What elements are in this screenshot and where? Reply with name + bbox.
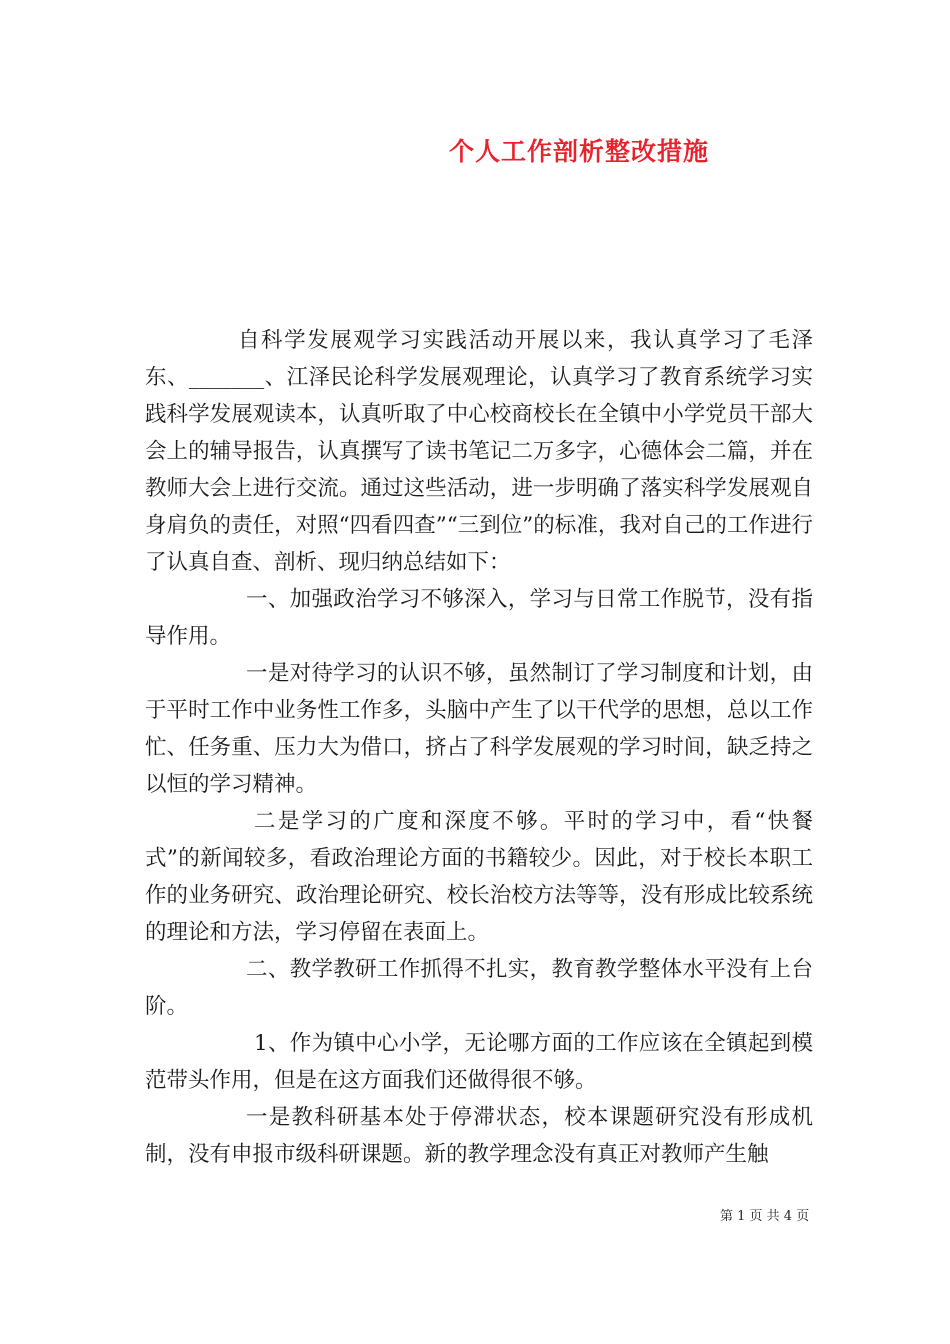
document-title: 个人工作剖析整改措施 — [449, 137, 710, 166]
paragraph-section-1-heading: 一、加强政治学习不够深入，学习与日常工作脱节，没有指导作用。 — [145, 587, 813, 649]
paragraph-subsection-1: 1、作为镇中心小学，无论哪方面的工作应该在全镇起到模范带头作用，但是在这方面我们还做得很不够。 — [145, 1031, 813, 1093]
paragraph-section-2-heading: 二、教学教研工作抓得不扎实，教育教学整体水平没有上台阶。 — [145, 957, 813, 1019]
document-body — [145, 322, 813, 1173]
paragraph-intro: 自科学发展观学习实践活动开展以来，我认真学习了毛泽东、_______、江泽民论科学发展观理论，认真学习了教育系统学习实践科学发展观读本，认真听取了中心校商校长在全镇中小学党员干部大会上的辅导报告，认真撰写了读书笔记二万多字，心德体会二篇，并在教师大会上进行交流。通过这些活动，进一步明确了落实科学发展观自身肩负的责任，对照“四看四查”“三到位”的标准，我对自己的工作进行了认真自查、剖析、现归纳总结如下： — [145, 328, 813, 575]
paragraph-point-1: 一是对待学习的认识不够，虽然制订了学习制度和计划，由于平时工作中业务性工作多，头脑中产生了以干代学的思想，总以工作忙、任务重、压力大为借口，挤占了科学发展观的学习时间，缺乏持之以恒的学习精神。 — [145, 661, 813, 797]
page-number-footer: 第 1 页 共 4 页 — [720, 1209, 810, 1224]
paragraph-point-3: 一是教科研基本处于停滞状态，校本课题研究没有形成机制，没有申报市级科研课题。新的教学理念没有真正对教师产生触 — [145, 1105, 813, 1167]
paragraph-point-2: 二是学习的广度和深度不够。平时的学习中，看“快餐式”的新闻较多，看政治理论方面的书籍较少。因此，对于校长本职工作的业务研究、政治理论研究、校长治校方法等等，没有形成比较系统的理论和方法，学习停留在表面上。 — [145, 809, 813, 945]
